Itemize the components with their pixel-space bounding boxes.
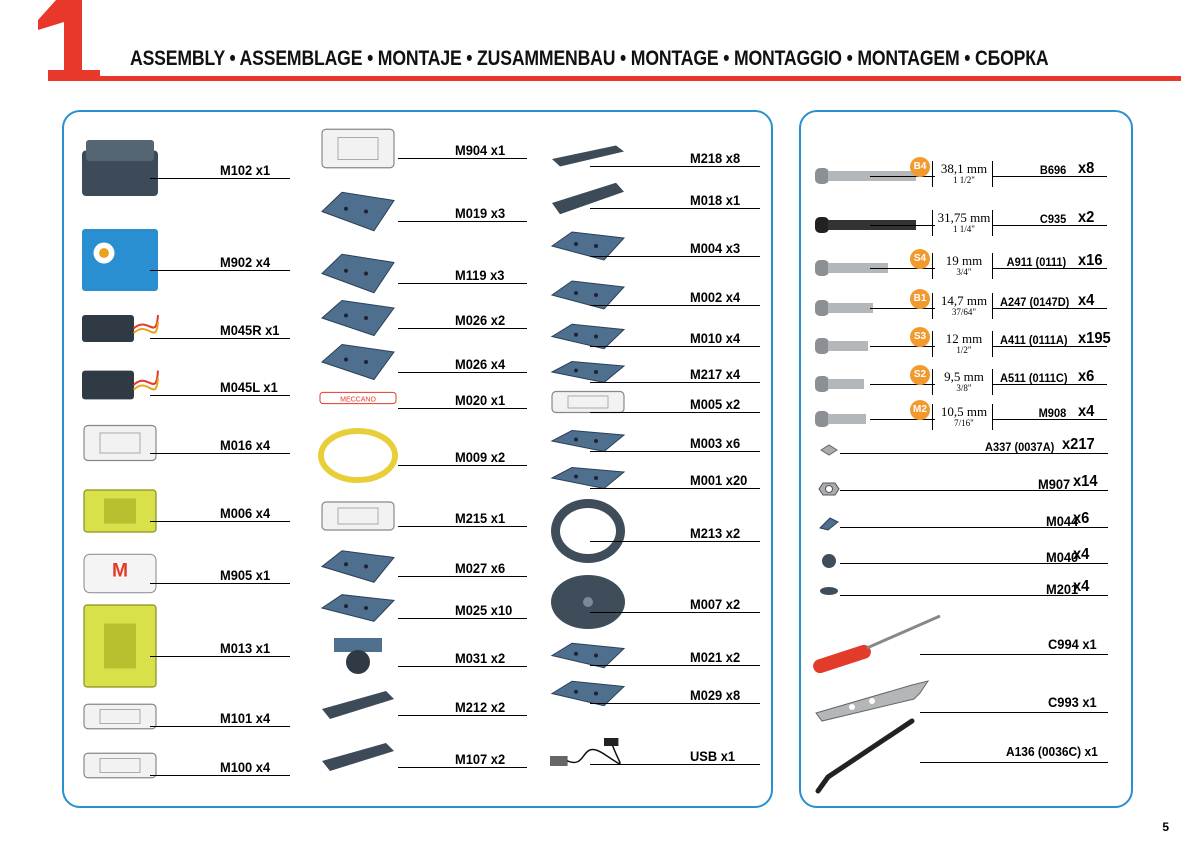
screwdriver-icon <box>812 614 942 684</box>
length-measure <box>934 294 994 317</box>
divider <box>992 404 993 430</box>
part-label: M031 x2 <box>455 650 506 666</box>
hardware-qty: x14 <box>1073 473 1098 490</box>
hardware-qty: x16 <box>1078 252 1103 269</box>
leader-line <box>150 775 290 776</box>
clip-icon <box>80 748 160 783</box>
leader-line <box>150 656 290 657</box>
hardware-qty: x4 <box>1073 546 1090 563</box>
leader-line <box>870 419 935 420</box>
part-label: M217 x4 <box>690 366 741 382</box>
length-mm: 9,5 mm <box>944 369 984 384</box>
leader-line <box>870 225 935 226</box>
leader-line <box>590 541 760 542</box>
angled-plate-icon <box>318 544 398 589</box>
divider <box>992 253 993 279</box>
rubber-foot-icon <box>818 552 840 572</box>
leader-line <box>398 576 527 577</box>
battery-box-icon <box>80 133 160 203</box>
length-mm: 19 mm <box>945 253 983 268</box>
divider <box>992 161 993 187</box>
bracket-icon <box>80 418 160 468</box>
leader-line <box>398 526 527 527</box>
leader-line <box>150 395 290 396</box>
screw-icon <box>815 335 875 357</box>
hardware-code: M908 <box>1038 406 1067 420</box>
leader-line <box>590 703 760 704</box>
length-measure <box>934 370 994 393</box>
part-label: M019 x3 <box>455 205 506 221</box>
divider <box>932 331 933 357</box>
leader-line <box>150 270 290 271</box>
washer-icon <box>818 584 840 604</box>
leader-line <box>398 158 527 159</box>
tire-icon <box>548 496 628 566</box>
part-label: M045L x1 <box>220 379 278 395</box>
length-inch: 1/2" <box>956 345 972 355</box>
leader-line <box>398 715 527 716</box>
length-mm: 10,5 mm <box>940 404 988 419</box>
track-plate-icon <box>318 685 398 725</box>
leader-line <box>590 208 760 209</box>
leader-line <box>590 166 760 167</box>
screw-icon <box>815 408 873 430</box>
leader-line <box>590 451 760 452</box>
part-label: M902 x4 <box>220 254 271 270</box>
length-measure <box>934 254 994 277</box>
part-label: M001 x20 <box>690 472 748 488</box>
part-label: M021 x2 <box>690 649 741 665</box>
motor-right-icon <box>80 306 160 351</box>
yellow-bracket-icon <box>80 486 160 536</box>
size-badge: B1 <box>910 289 930 309</box>
yellow-frame-icon <box>80 601 160 691</box>
part-label: M218 x8 <box>690 150 741 166</box>
svg-text:M: M <box>111 559 129 581</box>
length-measure <box>934 332 994 355</box>
size-badge: S3 <box>910 327 930 347</box>
hardware-code: A337 (0037A) <box>985 440 1055 454</box>
part-label: M016 x4 <box>220 437 271 453</box>
holder-icon <box>318 496 398 536</box>
sticker-icon <box>318 384 398 412</box>
hardware-code: A911 (0111) <box>1006 255 1067 269</box>
length-measure <box>934 211 994 234</box>
length-inch: 3/4" <box>956 267 972 277</box>
part-label: M905 x1 <box>220 567 271 583</box>
leader-line <box>398 283 527 284</box>
part-label: M002 x4 <box>690 289 741 305</box>
part-label: M026 x2 <box>455 312 506 328</box>
hardware-qty: x6 <box>1073 510 1090 527</box>
hardware-code: A411 (0111A) <box>1000 333 1068 347</box>
part-label: M101 x4 <box>220 710 271 726</box>
part-label: M045R x1 <box>220 322 280 338</box>
leader-line <box>870 346 935 347</box>
hardware-code: M044 <box>1046 513 1079 529</box>
screw-icon <box>815 373 871 395</box>
hex-key-icon <box>812 717 942 797</box>
arm-plate-icon <box>318 293 398 343</box>
leader-line <box>150 453 290 454</box>
leader-line <box>870 176 935 177</box>
divider <box>932 210 933 236</box>
leader-line <box>590 488 760 489</box>
length-measure <box>934 162 994 185</box>
svg-text:MECCANO: MECCANO <box>340 396 376 404</box>
tool-label: C993 x1 <box>1048 694 1097 710</box>
hardware-qty: x4 <box>1078 403 1095 420</box>
part-label: M020 x1 <box>455 392 506 408</box>
part-label: M119 x3 <box>455 267 505 283</box>
part-label: M006 x4 <box>220 505 271 521</box>
length-inch: 7/16" <box>954 418 974 428</box>
leader-line <box>590 665 760 666</box>
part-label: M018 x1 <box>690 192 741 208</box>
leader-line <box>920 712 1108 713</box>
part-label: M013 x1 <box>220 640 271 656</box>
divider <box>932 161 933 187</box>
length-inch: 37/64" <box>951 307 977 317</box>
leader-line <box>590 612 760 613</box>
clip-icon <box>80 699 160 734</box>
leader-line <box>398 221 527 222</box>
leader-line <box>398 465 527 466</box>
hardware-code: M040 <box>1046 549 1079 565</box>
part-label: M102 x1 <box>220 162 271 178</box>
leader-line <box>590 346 760 347</box>
hardware-qty: x6 <box>1078 368 1095 385</box>
hardware-code: A247 (0147D) <box>1000 295 1070 309</box>
clip-piece-icon <box>548 676 628 711</box>
track-plate-icon <box>318 737 398 777</box>
part-label: M025 x10 <box>455 602 513 618</box>
leader-line <box>920 762 1108 763</box>
caster-wheel-icon <box>318 636 398 676</box>
size-badge: S2 <box>910 365 930 385</box>
square-plate-icon <box>548 275 628 315</box>
divider <box>992 369 993 395</box>
part-label: M026 x4 <box>455 356 506 372</box>
part-label: M027 x6 <box>455 560 506 576</box>
leader-line <box>398 618 527 619</box>
leader-line <box>590 382 760 383</box>
leader-line <box>590 256 760 257</box>
part-label: M029 x8 <box>690 687 741 703</box>
part-label: M003 x6 <box>690 435 741 451</box>
hardware-qty: x195 <box>1078 330 1111 347</box>
connector-icon <box>318 589 398 627</box>
part-label: M213 x2 <box>690 525 741 541</box>
part-label: M009 x2 <box>455 449 506 465</box>
servo-motor-icon <box>80 225 160 295</box>
angle-bracket-icon <box>548 319 628 354</box>
part-label: M904 x1 <box>455 142 506 158</box>
leader-line <box>840 453 1108 454</box>
hardware-qty: x4 <box>1078 292 1095 309</box>
leader-line <box>398 767 527 768</box>
length-mm: 14,7 mm <box>940 293 988 308</box>
hardware-qty: x2 <box>1078 209 1095 226</box>
leader-line <box>150 583 290 584</box>
part-label: USB x1 <box>690 748 736 764</box>
length-inch: 3/8" <box>956 383 972 393</box>
part-label: M107 x2 <box>455 751 506 767</box>
divider <box>932 293 933 319</box>
hardware-code: M201 <box>1046 581 1079 597</box>
wheel-hub-icon <box>548 572 628 632</box>
header-rule <box>48 76 1181 81</box>
hardware-qty: x217 <box>1062 436 1095 453</box>
divider <box>932 253 933 279</box>
length-measure <box>934 405 994 428</box>
length-mm: 12 mm <box>945 331 983 346</box>
part-label: M215 x1 <box>455 510 506 526</box>
leader-line <box>398 666 527 667</box>
length-inch: 1 1/4" <box>953 224 975 234</box>
leader-line <box>150 726 290 727</box>
square-plate-icon <box>548 226 628 266</box>
hub-plate-icon <box>548 176 628 221</box>
step-number <box>34 0 104 78</box>
length-mm: 38,1 mm <box>940 161 988 176</box>
control-module-icon <box>80 546 160 601</box>
leader-line <box>398 328 527 329</box>
motor-left-icon <box>80 361 160 409</box>
hardware-qty: x8 <box>1078 160 1095 177</box>
hardware-code: C935 <box>1039 212 1067 226</box>
leader-line <box>590 412 760 413</box>
leader-line <box>590 305 760 306</box>
sensor-holder-icon <box>318 121 398 176</box>
part-label: M007 x2 <box>690 596 741 612</box>
tool-label: C994 x1 <box>1048 636 1097 652</box>
leader-line <box>870 268 935 269</box>
hardware-qty: x4 <box>1073 578 1090 595</box>
lock-nut-icon <box>818 479 840 499</box>
part-label: M010 x4 <box>690 330 741 346</box>
length-mm: 31,75 mm <box>937 210 991 225</box>
part-label: M212 x2 <box>455 699 506 715</box>
hardware-code: B696 <box>1039 163 1067 177</box>
size-badge: B4 <box>910 157 930 177</box>
leader-line <box>150 521 290 522</box>
hardware-code: A511 (0111C) <box>1000 371 1068 385</box>
divider <box>932 404 933 430</box>
divider <box>992 293 993 319</box>
divider <box>992 331 993 357</box>
page-title: ASSEMBLY • ASSEMBLAGE • MONTAJE • ZUSAMMENBAU • MONTAGE • MONTAGGIO • MONTAGEM • СБОРКА <box>130 47 1049 70</box>
arm-plate-icon <box>318 337 398 387</box>
part-label: M100 x4 <box>220 759 271 775</box>
size-badge: S4 <box>910 249 930 269</box>
leader-line <box>398 372 527 373</box>
tool-label: A136 (0036C) x1 <box>1006 744 1098 759</box>
divider <box>992 210 993 236</box>
page-number: 5 <box>1162 820 1169 834</box>
leader-line <box>590 764 760 765</box>
yellow-ring-icon <box>318 428 398 483</box>
part-label: M005 x2 <box>690 396 741 412</box>
hardware-code: M907 <box>1038 476 1071 492</box>
leader-line <box>920 654 1108 655</box>
length-inch: 1 1/2" <box>953 175 975 185</box>
small-parts-icon <box>548 638 628 673</box>
leader-line <box>870 384 935 385</box>
clip-nut-icon <box>818 516 840 536</box>
leader-line <box>150 338 290 339</box>
leader-line <box>870 308 935 309</box>
divider <box>932 369 933 395</box>
nut-icon <box>818 442 840 462</box>
leader-line <box>150 178 290 179</box>
leader-line <box>398 408 527 409</box>
usb-cable-icon <box>548 734 628 774</box>
size-badge: M2 <box>910 400 930 420</box>
part-label: M004 x3 <box>690 240 741 256</box>
plate-icon <box>318 184 398 239</box>
